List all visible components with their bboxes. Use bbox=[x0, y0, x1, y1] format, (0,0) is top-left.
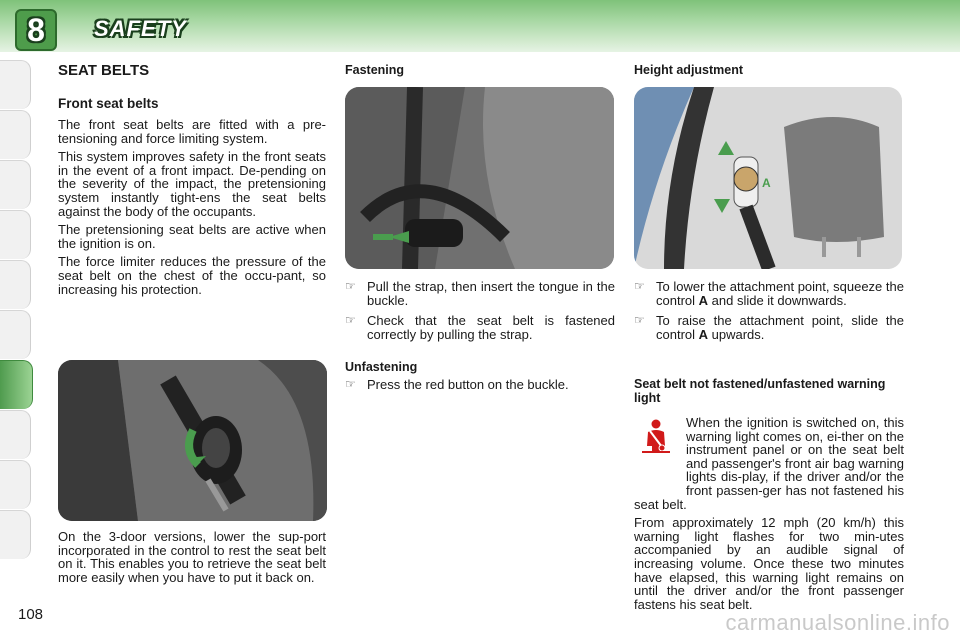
edge-tab[interactable] bbox=[0, 110, 31, 159]
unfastening-list bbox=[345, 378, 615, 399]
edge-tab[interactable] bbox=[0, 460, 31, 509]
pointing-hand-icon: ☞ bbox=[345, 279, 356, 293]
edge-tab[interactable] bbox=[0, 60, 31, 109]
edge-tab[interactable] bbox=[0, 260, 31, 309]
page-title: SAFETY bbox=[94, 16, 187, 41]
pointing-hand-icon: ☞ bbox=[634, 279, 645, 293]
front-belts-text bbox=[58, 118, 326, 301]
warning-text bbox=[634, 416, 904, 616]
fastening-title: Fastening bbox=[345, 63, 405, 77]
height-adjustment-photo bbox=[634, 87, 902, 269]
section-title: SEAT BELTS bbox=[58, 62, 150, 79]
list-item: ☞ Pull the strap, then insert the tongue in the buckle. bbox=[345, 279, 615, 308]
height-title: Height adjustment bbox=[634, 63, 744, 77]
chapter-number: 8 bbox=[27, 12, 45, 48]
fastening-photo bbox=[345, 87, 614, 269]
unfastening-title: Unfastening bbox=[345, 360, 418, 374]
watermark: carmanualsonline.info bbox=[725, 610, 950, 635]
control-a-label: A bbox=[762, 176, 771, 190]
paragraph: The force limiter reduces the pressure of the seat belt on the chest of the occu-pant, so increasing his protection. bbox=[58, 254, 326, 297]
pointing-hand-icon: ☞ bbox=[634, 313, 645, 328]
edge-tab[interactable] bbox=[0, 510, 31, 559]
paragraph: The front seat belts are fitted with a pre-tensioning and force limiting system. bbox=[58, 117, 326, 146]
three-door-text: On the 3-door versions, lower the sup-port incorporated in the control to rest the seat belt on it. This enables you to retrieve the seat belt more easily when you have to put it back on. bbox=[58, 529, 326, 585]
pointing-hand-icon: ☞ bbox=[345, 313, 356, 328]
fastening-list bbox=[345, 280, 615, 348]
paragraph: This system improves safety in the front seats in the event of a front impact. De-pending on the severity of the impact, the pretensioning system instantly tight-ens the seat belts against the body of the occupants. bbox=[58, 149, 326, 219]
icon-spacer bbox=[634, 416, 686, 484]
seatbelt-3door-photo bbox=[58, 360, 327, 521]
list-item: ☞ Press the red button on the buckle. bbox=[345, 377, 569, 392]
chapter-edge-tabs bbox=[0, 60, 34, 580]
paragraph: When the ignition is switched on, this warning light comes on, ei-ther on the instrument panel or on the seat belt and passenger's front air bag warning lights dis-play, if the driver and/or the front passen-ger has not fastened his seat belt. bbox=[634, 415, 904, 512]
edge-tab[interactable] bbox=[0, 310, 31, 359]
height-list bbox=[634, 280, 904, 348]
list-item: ☞ Check that the seat belt is fastened correctly by pulling the strap. bbox=[345, 313, 615, 342]
list-item: ☞ To lower the attachment point, squeeze the control A and slide it downwards. bbox=[634, 279, 904, 308]
list-item: ☞ To raise the attachment point, slide the control A upwards. bbox=[634, 313, 904, 342]
edge-tab-current[interactable] bbox=[0, 360, 33, 409]
warning-title: Seat belt not fastened/unfastened warning light bbox=[634, 377, 886, 405]
paragraph: The pretensioning seat belts are active when the ignition is on. bbox=[58, 222, 326, 251]
pointing-hand-icon: ☞ bbox=[345, 377, 356, 391]
edge-tab[interactable] bbox=[0, 410, 31, 459]
edge-tab[interactable] bbox=[0, 160, 31, 209]
paragraph: From approximately 12 mph (20 km/h) this warning light flashes for two min-utes accompanied by an audible signal of increasing volume. Once these two minutes have elapsed, this warning light remains on until the driver and/or the front passenger fastens his seat belt. bbox=[634, 515, 904, 612]
subsection-title: Front seat belts bbox=[58, 96, 159, 111]
edge-tab[interactable] bbox=[0, 210, 31, 259]
page-number: 108 bbox=[18, 606, 44, 623]
